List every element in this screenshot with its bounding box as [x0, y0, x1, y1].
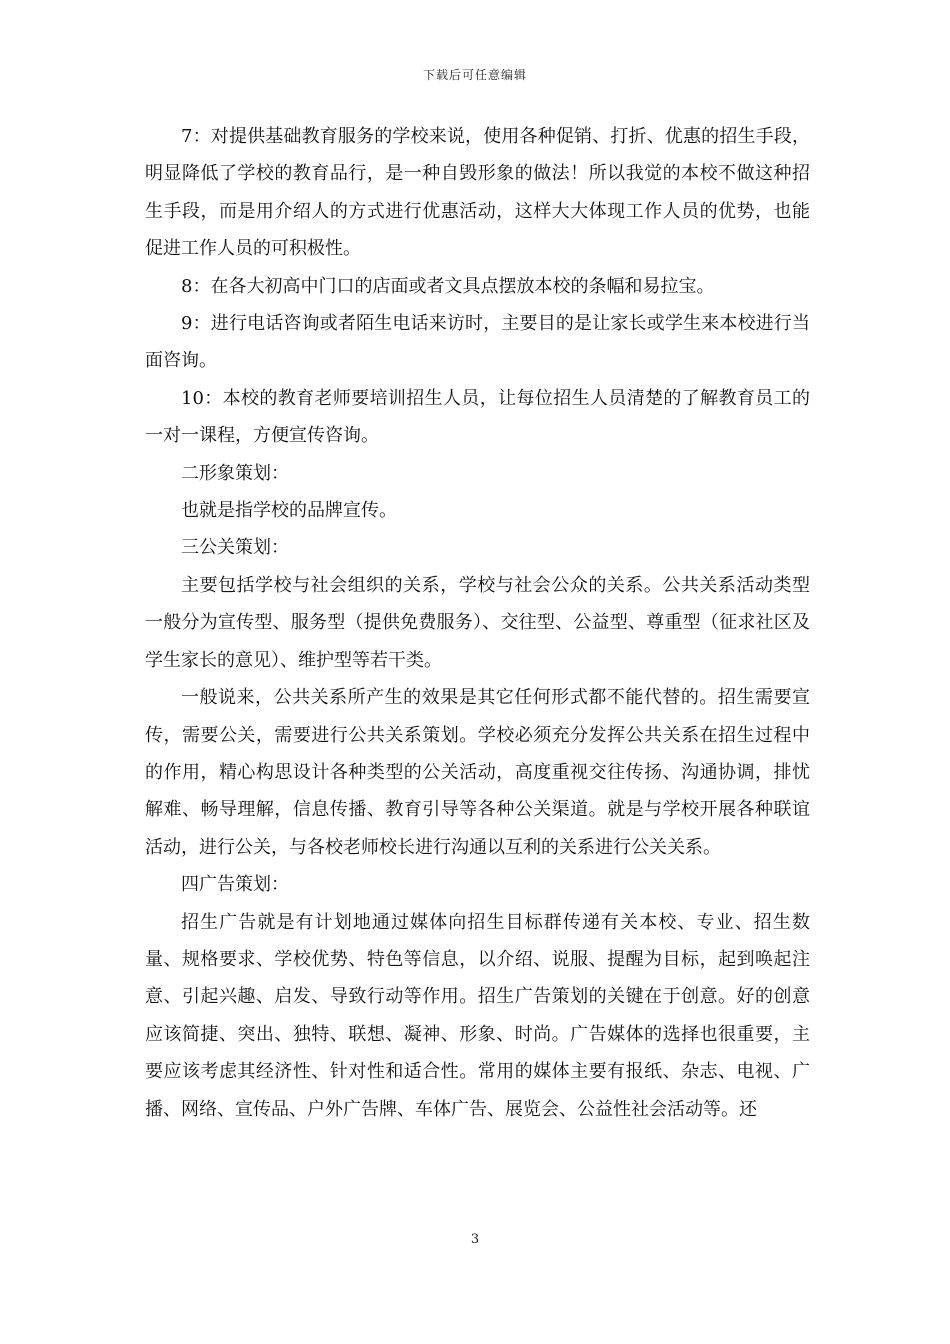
paragraph-item-10: 10：本校的教育老师要培训招生人员，让每位招生人员清楚的了解教育员工的一对一课程，方便宣传咨询。	[145, 387, 810, 447]
page-header: 下载后可任意编辑	[422, 68, 527, 82]
document-body	[145, 118, 810, 1128]
paragraph-item-9: 9：进行电话咨询或者陌生电话来访时，主要目的是让家长或学生来本校进行当面咨询。	[145, 313, 810, 372]
paragraph-pr-types: 主要包括学校与社会组织的关系，学校与社会公众的关系。公共关系活动类型一般分为宣传型、服务型（提供免费服务）、交往型、公益型、尊重型（征求社区及学生家长的意见）、维护型等若干类。	[145, 574, 810, 671]
section-heading-advertising: 四广告策划：	[181, 874, 289, 896]
section-heading-pr: 三公关策划：	[181, 537, 289, 559]
paragraph-item-7: 7：对提供基础教育服务的学校来说，使用各种促销、打折、优惠的招生手段，明显降低了学校的教育品行，是一种自毁形象的做法！所以我觉的本校不做这种招生手段，而是用介绍人的方式进行优惠活动，这样大大体现工作人员的优势，也能促进工作人员的可积极性。	[145, 126, 810, 260]
paragraph-item-8: 8：在各大初高中门口的店面或者文具点摆放本校的条幅和易拉宝。	[181, 275, 715, 297]
paragraph-advertising: 招生广告就是有计划地通过媒体向招生目标群传递有关本校、专业、招生数量、规格要求、学校优势、特色等信息，以介绍、说服、提醒为目标，起到唤起注意、引起兴趣、启发、导致行动等作用。招生广告策划的关键在于创意。好的创意应该简捷、突出、独特、联想、凝神、形象、时尚。广告媒体的选择也很重要，主要应该考虑其经济性、针对性和适合性。常用的媒体主要有报纸、杂志、电视、广播、网络、宣传品、户外广告牌、车体广告、展览会、公益性社会活动等。还	[145, 911, 810, 1120]
paragraph-pr-effects: 一般说来，公共关系所产生的效果是其它任何形式都不能代替的。招生需要宣传，需要公关，需要进行公共关系策划。学校必须充分发挥公共关系在招生过程中的作用，精心构思设计各种类型的公关活动，高度重视交往传扬、沟通协调，排忧解难、畅导理解，信息传播、教育引导等各种公关渠道。就是与学校开展各种联谊活动，进行公关，与各校老师校长进行沟通以互利的关系进行公关关系。	[145, 687, 810, 858]
section-heading-image: 二形象策划：	[181, 462, 289, 484]
page-number: 3	[470, 1232, 480, 1247]
paragraph-image: 也就是指学校的品牌宣传。	[181, 500, 397, 522]
